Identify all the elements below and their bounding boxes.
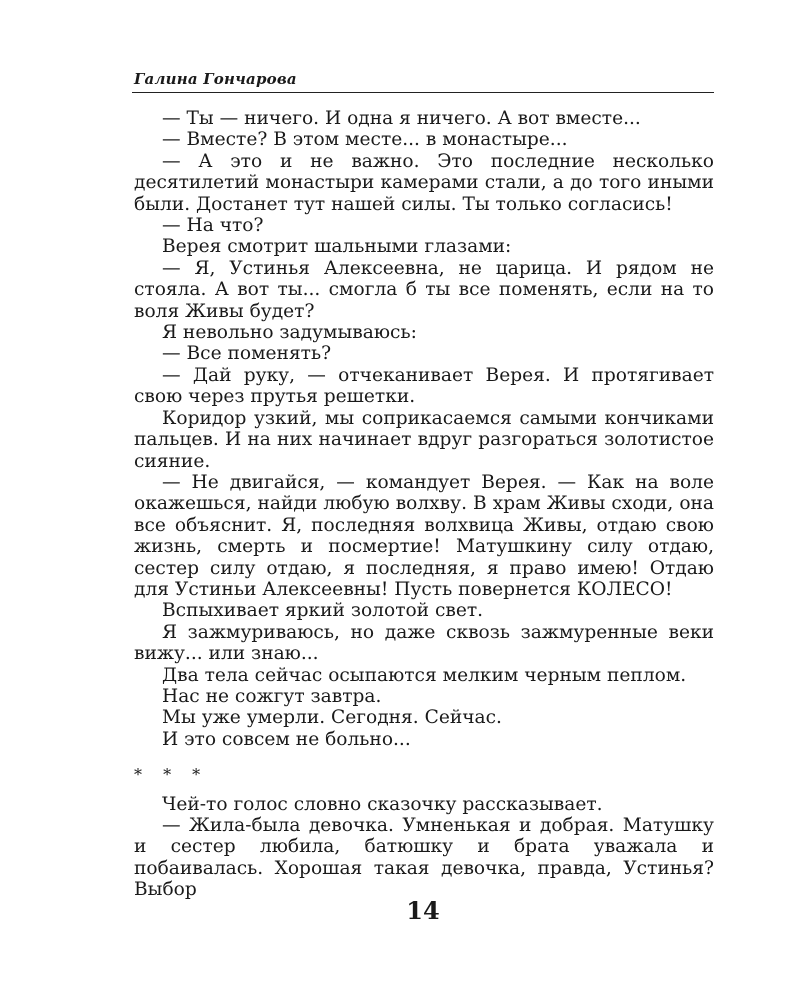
paragraph: Верея смотрит шальными глазами: — [162, 236, 512, 258]
paragraph: Я зажмуриваюсь, но даже сквозь зажмуренные веки вижу... или знаю... — [134, 621, 714, 665]
paragraph: Два тела сейчас осыпаются мелким черным пеплом. — [162, 664, 687, 686]
paragraph: Коридор узкий, мы соприкасаемся самыми кончиками пальцев. И на них начинает вдруг разгораться золотистое сияние. — [134, 407, 714, 472]
paragraph: — Жила-была девочка. Умненькая и добрая. Матушку и сестер любила, батюшку и брата уважала и побаивалась. Хорошая такая девочка, правда, Устинья? Выбор — [134, 815, 714, 901]
running-head-author: Галина Гончарова — [134, 70, 297, 88]
header-rule — [132, 92, 714, 93]
paragraph: — Все поменять? — [162, 343, 332, 365]
paragraph: — На что? — [162, 215, 264, 237]
scene-separator: * * * — [134, 765, 209, 785]
paragraph: — Вместе? В этом месте... в монастыре... — [162, 129, 568, 151]
body-text — [134, 108, 714, 901]
paragraph: — Дай руку, — отчеканивает Верея. И протягивает свою через прутья решетки. — [134, 364, 714, 408]
paragraph: — А это и не важно. Это последние несколько десятилетий монастыри камерами стали, а до того иными были. Достанет тут нашей силы. Ты только согласись! — [134, 150, 714, 215]
paragraph: — Я, Устинья Алексеевна, не царица. И рядом не стояла. А вот ты... смогла б ты все поменять, если на то воля Живы будет? — [134, 257, 714, 322]
paragraph: И это совсем не больно... — [162, 728, 411, 750]
paragraph: — Не двигайся, — командует Верея. — Как на воле окажешься, найди любую волхву. В храм Живы сходи, она все объяснит. Я, последняя волхвица Живы, отдаю свою жизнь, смерть и посмертие! Матушкину силу отдаю, сестер силу отдаю, я последняя, я право имею! Отдаю для Устиньи Алексеевны! Пусть повернется КОЛЕСО! — [134, 471, 714, 600]
paragraph: Нас не сожгут завтра. — [162, 685, 382, 707]
paragraph: Я невольно задумываюсь: — [162, 322, 417, 344]
paragraph: Чей-то голос словно сказочку рассказывает. — [162, 793, 603, 815]
page-number: 14 — [406, 896, 440, 925]
paragraph: Вспыхивает яркий золотой свет. — [162, 600, 484, 622]
paragraph: — Ты — ничего. И одна я ничего. А вот вместе... — [162, 108, 641, 129]
paragraph: Мы уже умерли. Сегодня. Сейчас. — [162, 707, 502, 729]
